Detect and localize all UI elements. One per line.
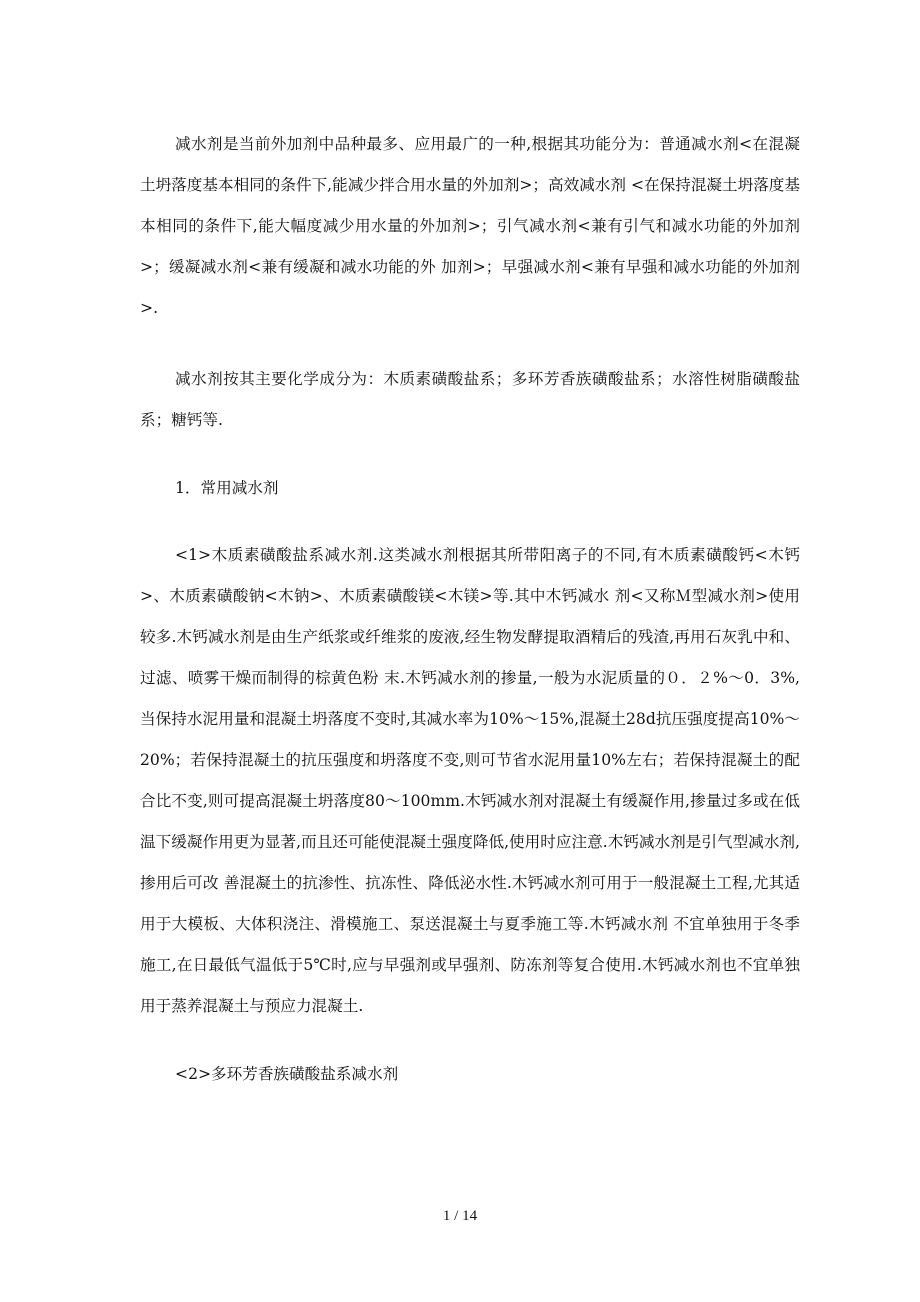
subheading-polycyclic-aromatic-sulfonate: <2>多环芳香族磺酸盐系减水剂: [175, 1065, 399, 1083]
paragraph-lignosulfonate-reducer: <1>木质素磺酸盐系减水剂.这类减水剂根据其所带阳离子的不同,有木质素磺酸钙<木钙>、木质素磺酸钠<木钠>、木质素磺酸镁<木镁>等.其中木钙减水 剂<又称Ｍ型减水剂>使用较多.木钙减水剂是由生产纸浆或纤维浆的废液,经生物发酵提取酒精后的残渣,再用石灰乳中和、过滤、喷雾干燥而制得的棕黄色粉 末.木钙减水剂的掺量,一般为水泥质量的０．２%～0．3%,当保持水泥用量和混凝土坍落度不变时,其减水率为10%～15%,混凝土28d抗压强度提高10%～20%；若保持混凝土的抗压强度和坍落度不变,则可节省水泥用量10%左右；若保持混凝土的配合比不变,则可提高混凝土坍落度80～100mm.木钙减水剂对混凝土有缓凝作用,掺量过多或在低温下缓凝作用更为显著,而且还可能使混凝土强度降低,使用时应注意.木钙减水剂是引气型减水剂,掺用后可改 善混凝土的抗渗性、抗冻性、降低泌水性.木钙减水剂可用于一般混凝土工程,尤其适用于大模板、大体积浇注、滑模施工、泵送混凝土与夏季施工等.木钙减水剂 不宜单独用于冬季施工,在日最低气温低于5℃时,应与早强剂或早强剂、防冻剂等复合使用.木钙减水剂也不宜单独用于蒸养混凝土与预应力混凝土.: [140, 546, 800, 1015]
document-body: [140, 124, 800, 1095]
page-number: 1 / 14: [442, 1208, 478, 1224]
paragraph-chemical-classification: 减水剂按其主要化学成分为：木质素磺酸盐系；多环芳香族磺酸盐系；水溶性树脂磺酸盐系；糖钙等.: [140, 370, 800, 429]
paragraph-water-reducer-overview: 减水剂是当前外加剂中品种最多、应用最广的一种,根据其功能分为：普通减水剂<在混凝土坍落度基本相同的条件下,能减少拌合用水量的外加剂>；高效减水剂 <在保持混凝土坍落度基本相同的条件下,能大幅度减少用水量的外加剂>；引气减水剂<兼有引气和减水功能的外加剂>；缓凝减水剂<兼有缓凝和减水功能的外 加剂>；早强减水剂<兼有早强和减水功能的外加剂>.: [140, 135, 800, 317]
section-heading-common-water-reducers: 1．常用减水剂: [175, 479, 279, 497]
